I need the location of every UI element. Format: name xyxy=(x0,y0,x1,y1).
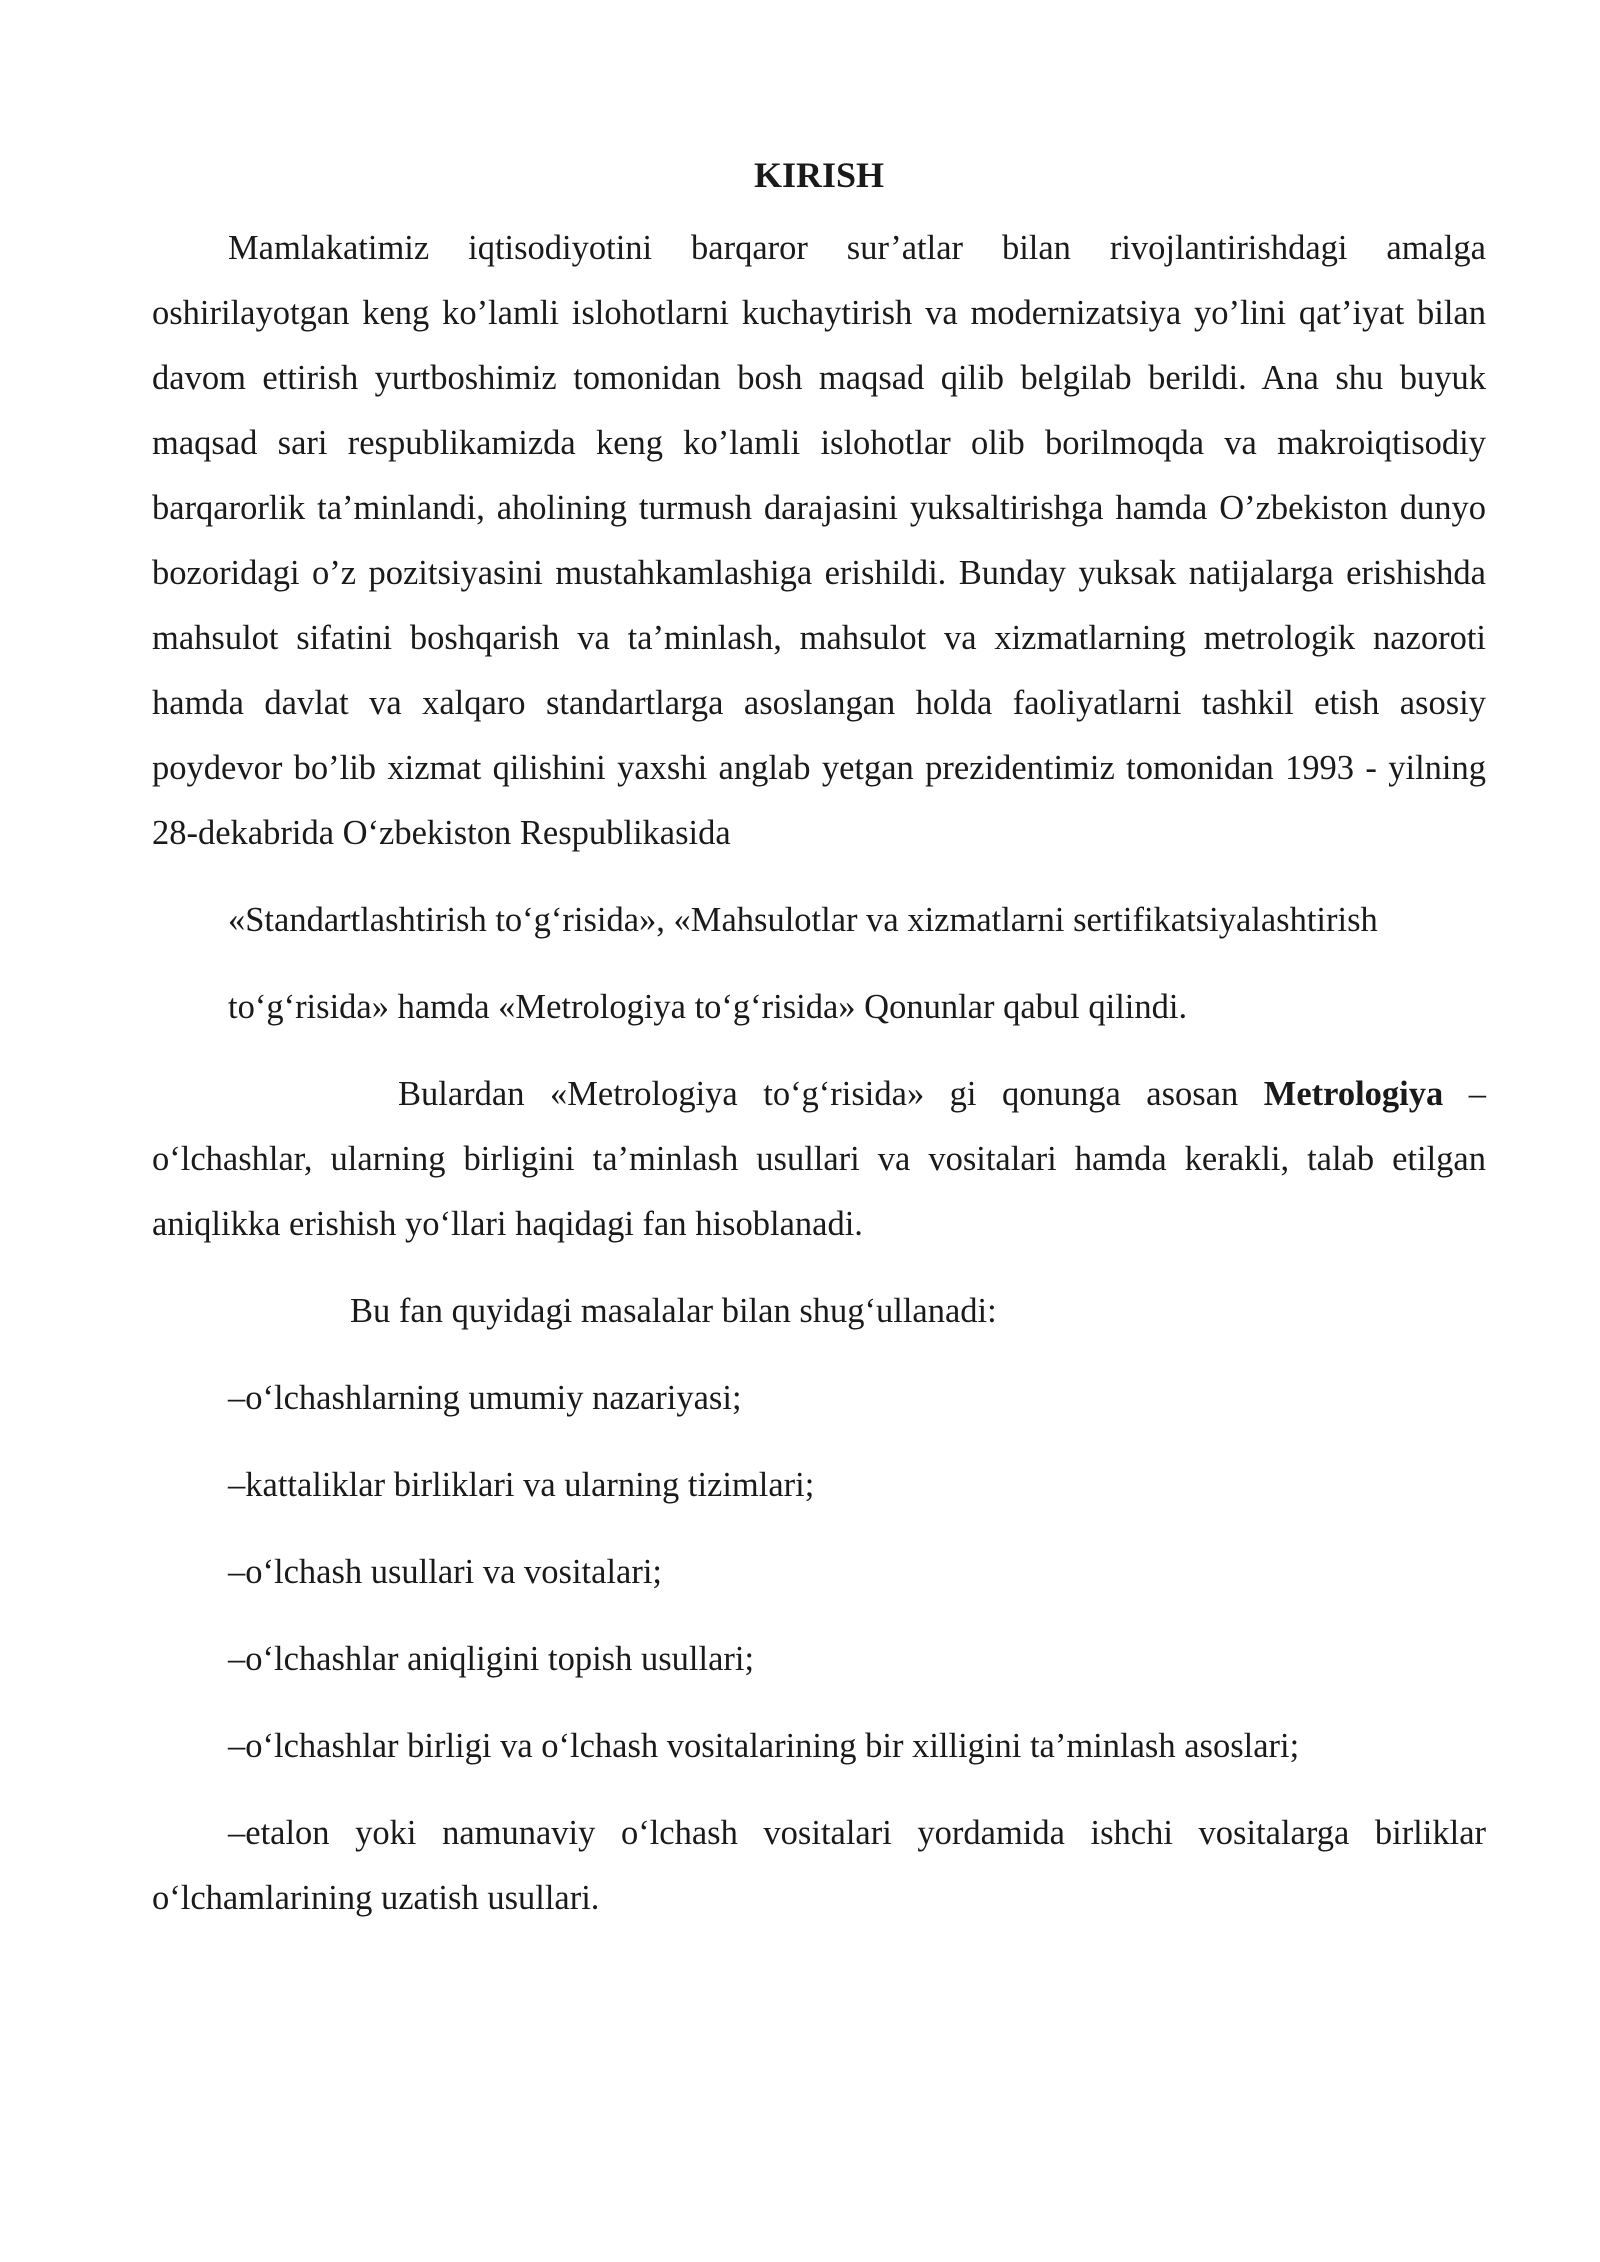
page-title: KIRISH xyxy=(753,155,885,195)
list-item: –o‘lchashlar birligi va o‘lchash vositalarining bir xilligini ta’minlash asoslari; xyxy=(228,1727,1300,1765)
list-item: –o‘lchash usullari va vositalari; xyxy=(228,1553,663,1591)
laws-line-1: «Standartlashtirish to‘g‘risida», «Mahsulotlar va xizmatlarni sertifikatsiyalashtirish xyxy=(228,901,1378,939)
list-item: –etalon yoki namunaviy o‘lchash vositalari yordamida ishchi vositalarga birliklar o‘lchamlarining uzatish usullari. xyxy=(152,1814,1486,1917)
tasks-intro: Bu fan quyidagi masalalar bilan shug‘ullanadi: xyxy=(350,1292,997,1330)
definition-paragraph xyxy=(152,1062,1486,1257)
list-item: –kattaliklar birliklari va ularning tizimlari; xyxy=(228,1466,815,1504)
document-page xyxy=(152,150,1486,1931)
definition-term: Metrologiya xyxy=(1263,1075,1444,1113)
list-item: –o‘lchashlar aniqligini topish usullari; xyxy=(228,1640,755,1678)
laws-line-2: to‘g‘risida» hamda «Metrologiya to‘g‘risida» Qonunlar qabul qilindi. xyxy=(228,988,1188,1026)
list-item: –o‘lchashlarning umumiy nazariyasi; xyxy=(228,1379,742,1417)
definition-rest: – o‘lchashlar, ularning birligini ta’minlash usullari va vositalari hamda kerakli, talab etilgan aniqlikka erishish yo‘llari haqidagi fan hisoblanadi. xyxy=(152,1075,1487,1243)
intro-paragraph: Mamlakatimiz iqtisodiyotini barqaror sur’atlar bilan rivojlantirishdagi amalga oshirilayotgan keng ko’lamli islohotlarni kuchaytirish va modernizatsiya yo’lini qat’iyat bilan davom ettirish yurtboshimiz tomonidan bosh maqsad qilib belgilab berildi. Ana shu buyuk maqsad sari respublikamizda keng ko’lamli islohotlar olib borilmoqda va makroiqtisodiy barqarorlik ta’minlandi, aholining turmush darajasini yuksaltirishga hamda O’zbekiston dunyo bozoridagi o’z pozitsiyasini mustahkamlashiga erishildi. Bunday yuksak natijalarga erishishda mahsulot sifatini boshqarish va ta’minlash, mahsulot va xizmatlarning metrologik nazoroti hamda davlat va xalqaro standartlarga asoslangan holda faoliyatlarni tashkil etish asosiy poydevor bo’lib xizmat qilishini yaxshi anglab yetgan prezidentimiz tomonidan 1993 - yilning 28-dekabrida O‘zbekiston Respublikasida xyxy=(152,229,1486,852)
definition-intro: Bulardan «Metrologiya to‘g‘risida» gi qonunga asosan xyxy=(398,1075,1264,1113)
